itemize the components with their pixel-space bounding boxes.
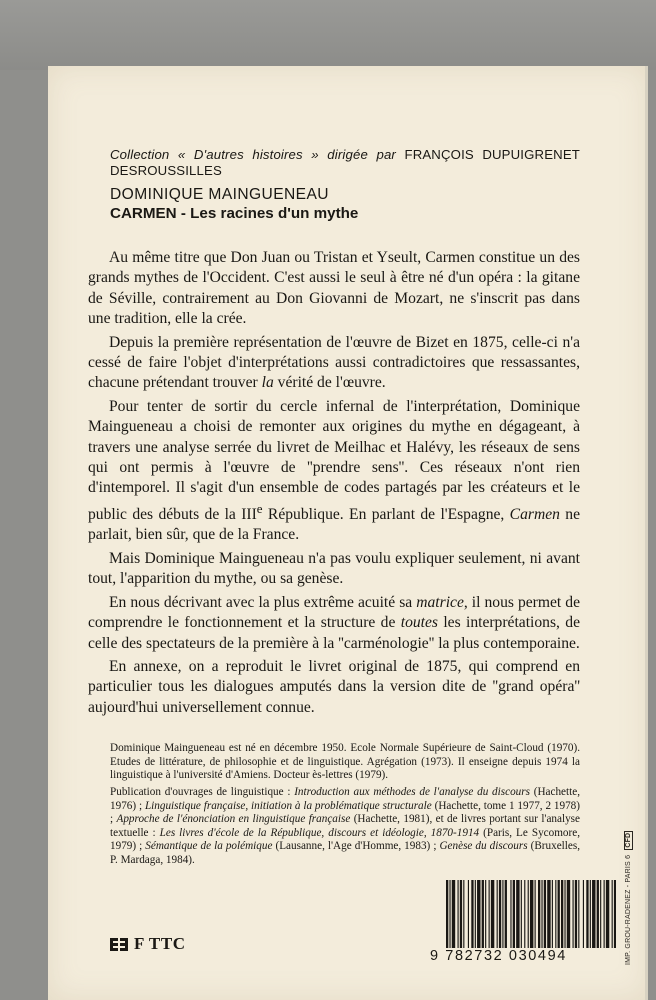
barcode-bar: [544, 880, 546, 948]
book-ref: Sémantique de la polémique: [145, 840, 273, 853]
text-run: Depuis la première représentation de l'œuvre de Bizet en 1875, celle-ci n'a cessé de faire l'objet d'interprétations aussi contradictoires que ressassantes, chacune prétendant trouver: [88, 333, 580, 392]
author-name: DOMINIQUE MAINGUENEAU: [110, 186, 329, 203]
barcode-bar: [614, 880, 616, 948]
emphasis: matrice: [416, 593, 464, 611]
scan-background: [0, 0, 656, 70]
barcode-bar: [561, 880, 563, 948]
collection-line: [110, 147, 580, 179]
barcode-bar: [583, 880, 584, 948]
text-run: ne parlait, bien sûr, que de la France.: [88, 506, 580, 544]
title-subtitle: Les racines d'un mythe: [190, 205, 359, 222]
barcode-bar: [606, 880, 609, 948]
book-ref: Genèse du discours: [439, 840, 528, 853]
text-run: En nous décrivant avec la plus extrême acuité sa: [109, 593, 417, 611]
barcode-bar: [552, 880, 553, 948]
text-run: , il nous permet de comprendre le fonctionnement et la structure de: [88, 593, 580, 632]
text-run: (Hachette, tome 1 1977, 2 1978) ;: [110, 799, 580, 826]
barcode-bar: [452, 880, 455, 948]
barcode-bar: [471, 880, 473, 948]
barcode-bar: [528, 880, 529, 948]
book-ref: Approche de l'énonciation en linguistique française: [116, 813, 351, 826]
barcode-bar: [499, 880, 501, 948]
collection-name: Collection « D'autres histoires » dirigée par: [110, 147, 396, 162]
publications-text: [110, 786, 580, 868]
cover-edge: [645, 66, 648, 1000]
book-ref: Introduction aux méthodes de l'analyse du discours: [294, 786, 530, 798]
blurb: [88, 248, 580, 721]
barcode-digits: 9 782732 030494: [430, 948, 567, 964]
blurb-paragraph-2: [88, 333, 580, 394]
emphasis: Carmen: [509, 506, 560, 524]
text-run: Publication d'ouvrages de linguistique :: [110, 786, 295, 798]
barcode-bar: [446, 880, 448, 948]
barcode-bar: [475, 880, 476, 948]
barcode-bar: [592, 880, 595, 948]
barcode-bar: [597, 880, 599, 948]
barcode-bar: [477, 880, 480, 948]
blurb-paragraph-5: [88, 593, 580, 654]
text-run: (Lausanne, l'Age d'Homme, 1983) ;: [272, 840, 440, 853]
barcode-bar: [578, 880, 579, 948]
barcode-bar: [541, 880, 542, 948]
barcode-bar: [505, 880, 507, 948]
printer-text: IMP. GROU-RADENEZ - PARIS 6: [625, 854, 632, 965]
barcode-bar: [524, 880, 525, 948]
emphasis: toutes: [400, 614, 438, 632]
barcode-bar: [558, 880, 560, 948]
author-publications: [110, 786, 580, 868]
barcode-bar: [489, 880, 490, 948]
barcode-bar: [573, 880, 574, 948]
superscript: e: [256, 500, 263, 516]
text-run: (Bruxelles, P. Mardaga, 1984).: [110, 840, 581, 866]
blurb-paragraph-1: Au même titre que Don Juan ou Tristan et Yseult, Carmen constitue un des grands mythes de l'Occident. C'est aussi le seul à être né d'un opéra : la gitane de Séville, contrairement au Don Giovanni de Mozart, ne s'inscrit pas dans une tradition, elle la crée.: [88, 249, 580, 328]
barcode-bar: [530, 880, 533, 948]
barcode-bar: [586, 880, 588, 948]
title-main: CARMEN: [110, 205, 177, 222]
text-run: (Paris, Le Sycomore, 1979) ;: [110, 826, 581, 853]
title-separator: -: [176, 205, 191, 222]
barcode-bar: [516, 880, 519, 948]
text-run: (Hachette, 1981), et de livres portant sur l'analyse textuelle :: [110, 813, 580, 839]
text-run: République. En parlant de l'Espagne,: [262, 506, 510, 524]
barcode-bar: [535, 880, 536, 948]
bio-text: Dominique Maingueneau est né en décembre 1950. Ecole Normale Supérieure de Saint-Cloud (1970). Etudes de littérature, de philosophie et de linguistique. Agrégation (1973). Il enseigne depuis 1974 la linguistique à l'université d'Amiens. Docteur ès-lettres (1979).: [110, 742, 580, 782]
publisher-name: F TTC: [134, 934, 186, 953]
barcode-bar: [468, 880, 469, 948]
printer-imprint: [624, 825, 638, 965]
barcode-bar: [510, 880, 511, 948]
barcode-bar: [497, 880, 498, 948]
barcode-bar: [604, 880, 605, 948]
barcode-bar: [458, 880, 459, 948]
barcode-bar: [612, 880, 613, 948]
blurb-paragraph-4: Mais Dominique Maingueneau n'a pas voulu expliquer seulement, ni avant tout, l'apparition du mythe, ou sa genèse.: [88, 549, 580, 588]
author-bio: [110, 742, 580, 783]
barcode-bar: [482, 880, 484, 948]
barcode-bar: [547, 880, 550, 948]
barcode-bar: [538, 880, 540, 948]
text-run: les interprétations, de celle des spectateurs de la première à la ''carménologie'' la plus contemporaine.: [88, 614, 581, 652]
text-run: Pour tenter de sortir du cercle infernal de l'interprétation, Dominique Maingueneau a choisi de remonter aux origines du mythe en dégageant, à travers une analyse serrée du livret de Meilhac et Halévy, les réseaux de sens qui ont permis à l'œuvre de ''prendre sens''. Ces réseaux n'ont rien d'intemporel. Il s'agit d'un ensemble de codes partagés par les créateurs et le public des débuts de la III: [88, 397, 580, 524]
barcode-bar: [485, 880, 486, 948]
barcode-bar: [460, 880, 462, 948]
barcode-bar: [600, 880, 601, 948]
barcode-bar: [502, 880, 503, 948]
text-run: (Hachette, 1976) ;: [110, 786, 580, 812]
blurb-paragraph-6: En annexe, on a reproduit le livret original de 1875, qui comprend en particulier tous les dialogues amputés dans la version dite de ''grand opéra'' aujourd'hui universellement connue.: [88, 657, 580, 716]
book-ref: Les livres d'école de la République, discours et idéologie, 1870-1914: [159, 826, 480, 839]
text-run: vérité de l'œuvre.: [273, 374, 386, 392]
publisher-mark: [110, 934, 186, 954]
barcode-bar: [513, 880, 515, 948]
blurb-paragraph-3: [88, 397, 580, 546]
barcode-bar: [449, 880, 450, 948]
printer-logo: CFD: [625, 832, 632, 848]
barcode-bar: [575, 880, 577, 948]
publisher-logo-icon: [110, 937, 128, 952]
barcode-bar: [564, 880, 565, 948]
barcode-bar: [521, 880, 522, 948]
book-ref: Linguistique française, initiation à la problématique structurale: [144, 799, 432, 812]
isbn-barcode: [446, 880, 616, 948]
barcode-bar: [555, 880, 556, 948]
barcode-bar: [463, 880, 464, 948]
barcode-bar: [590, 880, 591, 948]
collection-director: FRANÇOIS DUPUIGRENET DESROUSSILLES: [110, 147, 580, 178]
barcode-bar: [491, 880, 494, 948]
book-title: [110, 205, 358, 222]
emphasis: la: [261, 374, 274, 392]
barcode-bar: [567, 880, 570, 948]
